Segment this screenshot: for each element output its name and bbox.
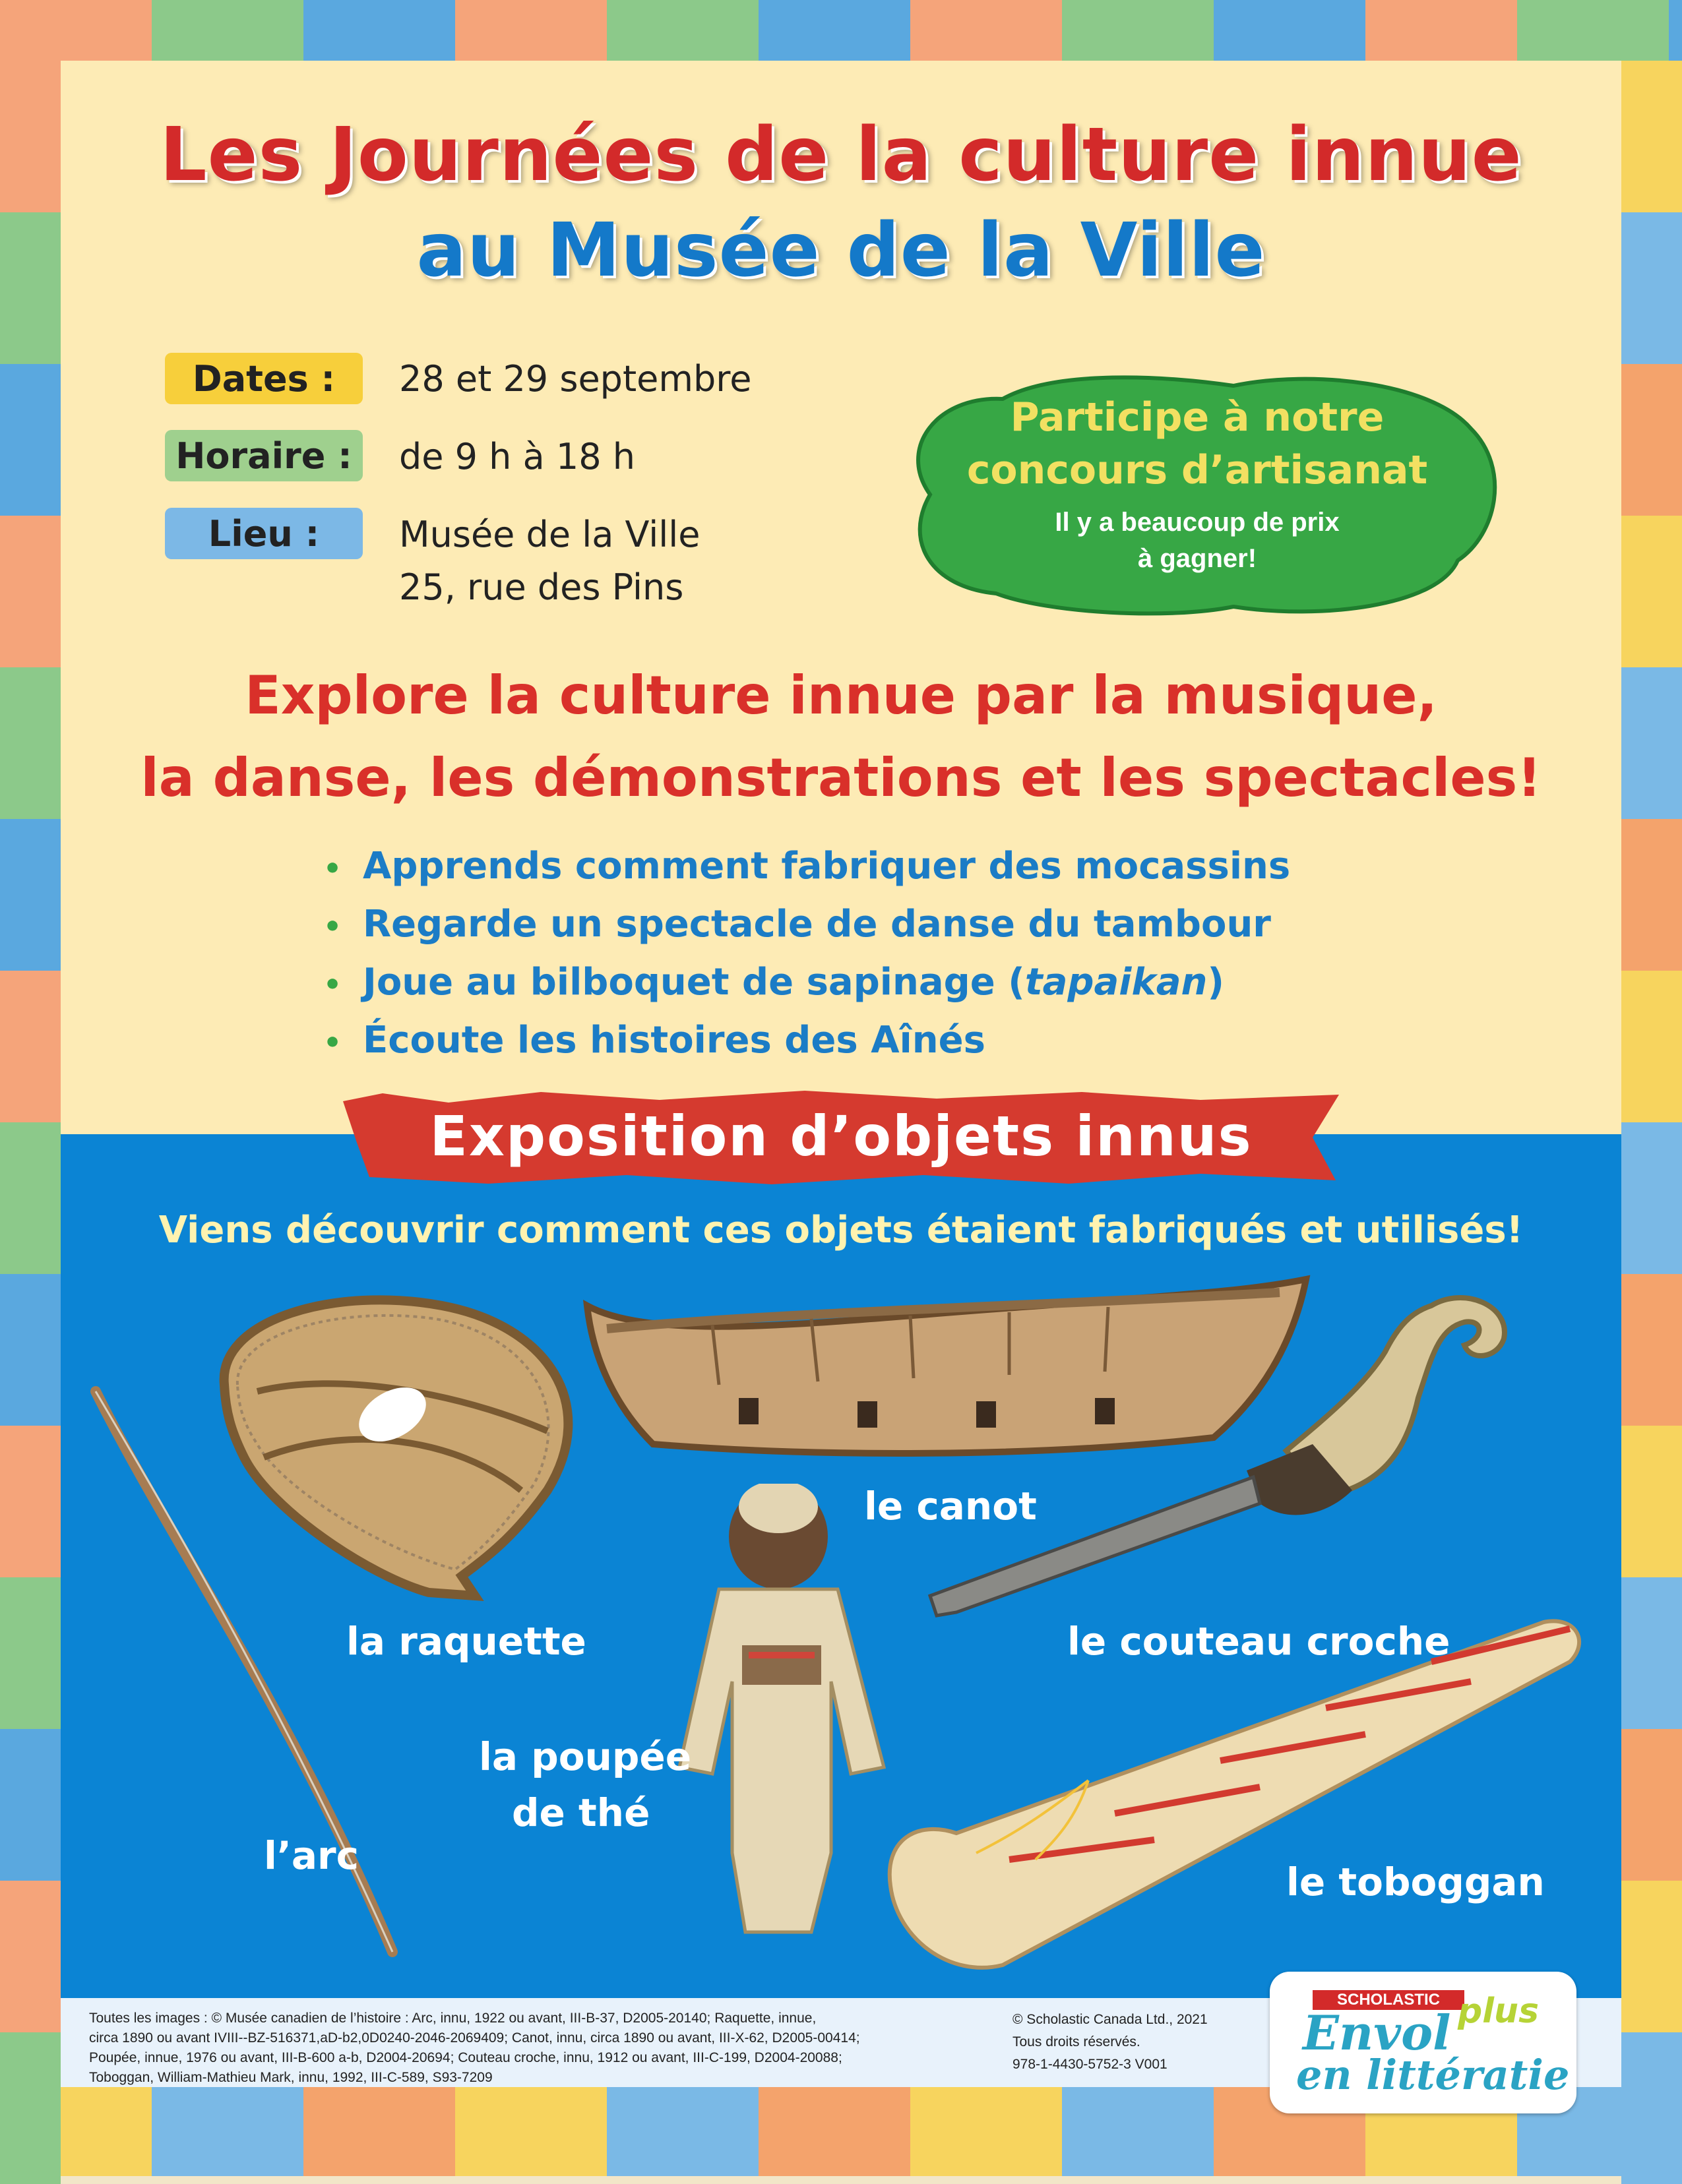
exhibition-subtitle: Viens découvrir comment ces objets étaient fabriqués et utilisés! bbox=[158, 1209, 1524, 1252]
credit-line: circa 1890 ou avant IVIII--BZ-516371,aD-b2,0D0240-2046-2069409; Canot, innu, circa 1890 ou avant, III-X-62, D2005-00414; bbox=[89, 2030, 860, 2046]
border-tile bbox=[1621, 1426, 1682, 1577]
logo-envol: Envol bbox=[1303, 2005, 1451, 2061]
place-line1: Musée de la Ville bbox=[399, 514, 701, 555]
logo-litteratie: en littératie bbox=[1296, 2051, 1570, 2099]
activity-item bbox=[323, 954, 1290, 1012]
contest-line2: concours d’artisanat bbox=[966, 447, 1428, 493]
scholastic-logo: SCHOLASTIC bbox=[1313, 1990, 1464, 2010]
exhibition-banner-text: Exposition d’objets innus bbox=[429, 1104, 1253, 1168]
border-tile bbox=[607, 0, 759, 61]
activity-text: Regarde un spectacle de danse du tambour bbox=[363, 903, 1271, 946]
border-tile bbox=[1062, 2087, 1214, 2176]
activity-text-italic: tapaikan bbox=[1024, 961, 1208, 1004]
isbn-line: 978-1-4430-5752-3 V001 bbox=[1012, 2057, 1168, 2072]
activity-text: Joue au bilboquet de sapinage ( bbox=[363, 961, 1025, 1004]
contest-line1: Participe à notre bbox=[1010, 394, 1385, 440]
border-tile bbox=[455, 2087, 607, 2176]
border-tile bbox=[455, 0, 607, 61]
border-tile bbox=[303, 2087, 455, 2176]
border-tile bbox=[1621, 971, 1682, 1122]
credit-line: Toutes les images : © Musée canadien de l’histoire : Arc, innu, 1922 ou avant, III-B-37, D2005-20140; Raquette, innue, bbox=[89, 2011, 817, 2026]
tea-doll-image bbox=[666, 1484, 904, 1939]
bullet-icon: • bbox=[323, 852, 342, 886]
logo-plus: plus bbox=[1458, 1991, 1540, 2031]
activity-text: Apprends comment fabriquer des mocassins bbox=[363, 845, 1291, 888]
dates-tag: Dates : bbox=[165, 353, 363, 404]
activity-text-end: ) bbox=[1207, 961, 1224, 1004]
toboggan-image bbox=[877, 1609, 1596, 1978]
dates-value: 28 et 29 septembre bbox=[399, 358, 752, 400]
border-tile bbox=[1621, 1577, 1682, 1729]
border-tile bbox=[1669, 0, 1682, 61]
border-tile bbox=[1621, 819, 1682, 971]
border-tile bbox=[0, 1274, 61, 1426]
border-tile bbox=[1621, 364, 1682, 516]
explore-line1: Explore la culture innue par la musique, bbox=[245, 665, 1437, 726]
border-tile bbox=[152, 0, 303, 61]
snowshoe-label: la raquette bbox=[346, 1619, 586, 1664]
toboggan-label: le toboggan bbox=[1286, 1860, 1545, 1904]
border-tile bbox=[303, 0, 455, 61]
bow-image bbox=[82, 1385, 412, 1965]
copyright bbox=[1012, 2009, 1208, 2076]
contest-line4: à gagner! bbox=[1137, 544, 1257, 573]
border-tile bbox=[1062, 0, 1214, 61]
canoe-label: le canot bbox=[864, 1484, 1037, 1529]
border-tile bbox=[0, 819, 61, 971]
border-tile bbox=[910, 0, 1062, 61]
hours-value: de 9 h à 18 h bbox=[399, 436, 635, 477]
place-tag: Lieu : bbox=[165, 508, 363, 559]
border-tile bbox=[1621, 1881, 1682, 2032]
border-tile bbox=[0, 0, 152, 61]
border-tile bbox=[1621, 1729, 1682, 1881]
credit-line: Poupée, innue, 1976 ou avant, III-B-600 a-b, D2004-20694; Couteau croche, innu, 1912 ou avant, III-C-199, D2004-20088; bbox=[89, 2050, 842, 2065]
place-line2: 25, rue des Pins bbox=[399, 566, 684, 608]
activity-item bbox=[323, 837, 1290, 895]
poster-title: Les Journées de la culture innue bbox=[160, 112, 1522, 198]
border-tile bbox=[0, 364, 61, 516]
border-tile bbox=[0, 1881, 61, 2032]
border-tile bbox=[0, 2032, 61, 2184]
border-tile bbox=[0, 1426, 61, 1577]
doll-label-line2: de thé bbox=[512, 1790, 650, 1835]
bullet-icon: • bbox=[323, 910, 342, 944]
border-tile bbox=[1365, 0, 1517, 61]
border-tile bbox=[759, 0, 910, 61]
border-tile bbox=[0, 1729, 61, 1881]
crooked-knife-image bbox=[917, 1286, 1524, 1642]
bullet-icon: • bbox=[323, 968, 342, 1002]
border-tile bbox=[0, 971, 61, 1122]
poster-subtitle: au Musée de la Ville bbox=[416, 208, 1266, 293]
activity-text: Écoute les histoires des Aînés bbox=[363, 1019, 985, 1062]
border-tile bbox=[1621, 2032, 1682, 2184]
rights-line: Tous droits réservés. bbox=[1012, 2034, 1140, 2049]
copyright-line: © Scholastic Canada Ltd., 2021 bbox=[1012, 2012, 1208, 2027]
credit-line: Toboggan, William-Mathieu Mark, innu, 1992, III-C-589, S93-7209 bbox=[89, 2070, 493, 2085]
border-tile bbox=[759, 2087, 910, 2176]
border-tile bbox=[1517, 0, 1669, 61]
bullet-icon: • bbox=[323, 1026, 342, 1060]
doll-label-line1: la poupée bbox=[479, 1734, 692, 1779]
border-tile bbox=[0, 516, 61, 667]
hours-tag: Horaire : bbox=[165, 430, 363, 481]
border-tile bbox=[1621, 1274, 1682, 1426]
activity-item bbox=[323, 895, 1290, 954]
explore-line2: la danse, les démonstrations et les spectacles! bbox=[140, 747, 1542, 808]
activity-item bbox=[323, 1012, 1290, 1070]
bow-label: l’arc bbox=[264, 1833, 359, 1878]
knife-label: le couteau croche bbox=[1067, 1619, 1450, 1664]
border-tile bbox=[0, 1577, 61, 1729]
contest-line3: Il y a beaucoup de prix bbox=[1055, 508, 1340, 537]
border-tile bbox=[152, 2087, 303, 2176]
border-tile bbox=[607, 2087, 759, 2176]
activity-list bbox=[323, 837, 1290, 1070]
border-tile bbox=[1621, 516, 1682, 667]
image-credits bbox=[89, 2009, 933, 2088]
border-tile bbox=[910, 2087, 1062, 2176]
border-tile bbox=[1214, 0, 1365, 61]
